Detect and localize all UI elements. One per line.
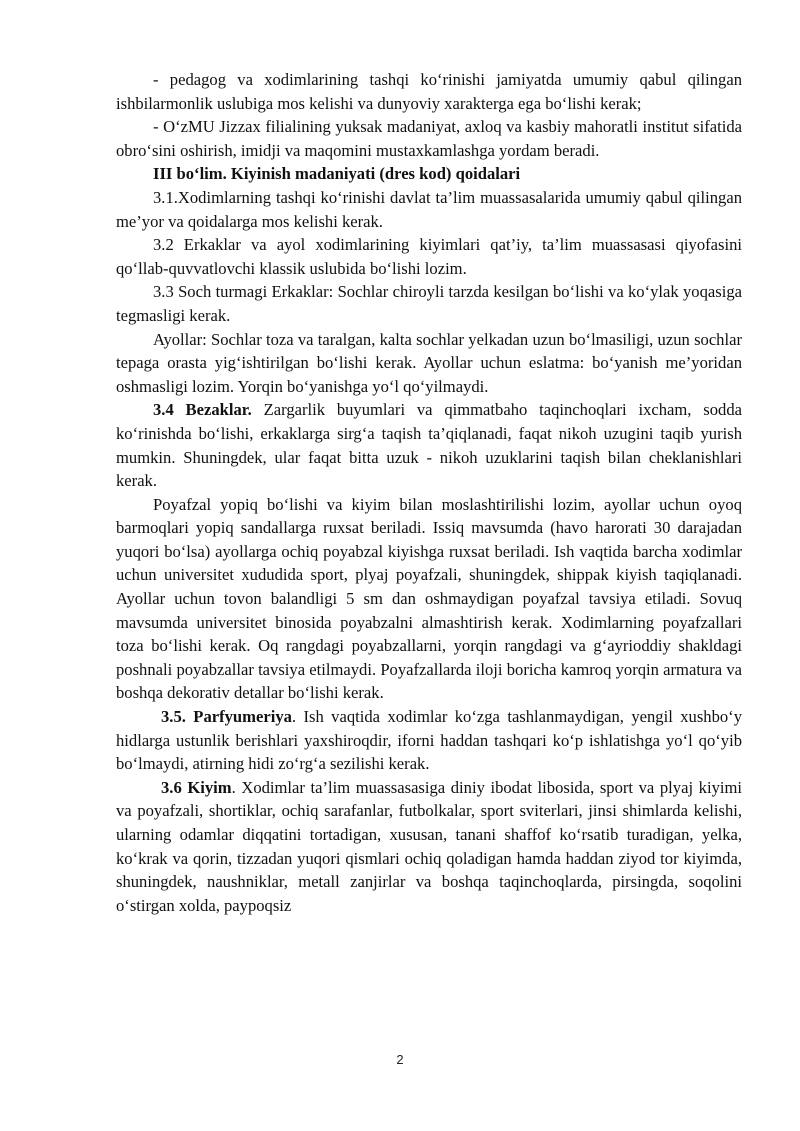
paragraph-3-3: 3.3 Soch turmagi Erkaklar: Sochlar chiroyli tarzda kesilgan bo‘lishi va ko‘ylak yoqasiga tegmasligi kerak. bbox=[116, 282, 742, 325]
section-heading: III bo‘lim. Kiyinish madaniyati (dres kod) qoidalari bbox=[153, 164, 521, 184]
paragraph-appearance: - pedagog va xodimlarining tashqi ko‘rinishi jamiyatda umumiy qabul qilingan ishbilarmonlik uslubiga mos kelishi va dunyoviy xarakterga ega bo‘lishi kerak; bbox=[116, 70, 742, 113]
paragraph-3-5 bbox=[116, 705, 742, 776]
paragraph-3-5-text: . Ish vaqtida xodimlar ko‘zga tashlanmaydigan, yengil xushbo‘y hidlarga ustunlik berishlari yaxshiroqdir, iforni haddan tashqari ko‘p ishlatishga yo‘l qo‘yib bo‘lmaydi, atirning hidi zo‘rg‘a sezilishi kerak. bbox=[116, 707, 742, 774]
paragraph-3-2: 3.2 Erkaklar va ayol xodimlarining kiyimlari qat’iy, ta’lim muassasasi qiyofasini qo‘llab-quvvatlovchi klassik uslubida bo‘lishi lozim. bbox=[116, 235, 742, 278]
paragraph-reputation: - O‘zMU Jizzax filialining yuksak madaniyat, axloq va kasbiy mahoratli institut sifatida obro‘sini oshirish, imidji va maqomini mustaxkamlashga yordam beradi. bbox=[116, 117, 742, 160]
paragraph-3-4-label: 3.4 Bezaklar. bbox=[153, 400, 252, 420]
paragraph-3-6 bbox=[116, 776, 742, 918]
paragraph-3-4 bbox=[116, 398, 742, 492]
paragraph-3-6-text: . Xodimlar ta’lim muassasasiga diniy ibodat libosida, sport va plyaj kiyimi va poyafzali, shortiklar, ochiq sarafanlar, futbolkalar, sport sviterlari, jinsi shimlarda kelishi, ularning odamlar diqqatini tortadigan, xususan, tanani shaffof ko‘rsatib turadigan, yelka, ko‘krak va qorin, tizzadan yuqori qismlari ochiq qoladigan hamda haddan ziyod tor kiyimda, shuningdek, naushniklar, metall zanjirlar va boshqa taqinchoqlarda, pirsingda, soqolini o‘stirgan xolda, paypoqsiz bbox=[116, 777, 742, 915]
page-number: 2 bbox=[396, 1052, 404, 1067]
paragraph-3-3-women: Ayollar: Sochlar toza va taralgan, kalta sochlar yelkadan uzun bo‘lmasiligi, uzun sochlar tepaga orasta yig‘ishtirilgan bo‘lishi kerak. Ayollar uchun eslatma: bo‘yanish me’yoridan oshmasligi lozim. Yorqin bo‘yanishga yo‘l qo‘yilmaydi. bbox=[116, 329, 742, 396]
paragraph-3-5-label: 3.5. Parfyumeriya bbox=[161, 707, 292, 727]
paragraph-3-6-label: 3.6 Kiyim bbox=[161, 777, 232, 797]
paragraph-3-1: 3.1.Xodimlarning tashqi ko‘rinishi davlat ta’lim muassasalarida umumiy qabul qilingan me’yor va qoidalarga mos kelishi kerak. bbox=[116, 187, 742, 231]
document-page bbox=[116, 68, 742, 917]
paragraph-3-4-text: Zargarlik buyumlari va qimmatbaho taqinchoqlari ixcham, sodda ko‘rinishda bo‘lishi, erkaklarga sirg‘a taqish ta’qiqlanadi, faqat nikoh uzugini taqib yurish mumkin. Shuningdek, ular faqat bitta uzuk - nikoh uzuklarini taqish bilan cheklanishlari kerak. bbox=[116, 400, 742, 491]
paragraph-shoes: Poyafzal yopiq bo‘lishi va kiyim bilan moslashtirilishi lozim, ayollar uchun oyoq barmoqlari yopiq sandallarga ruxsat beriladi. Issiq mavsumda (havo harorati 30 darajadan yuqori bo‘lsa) ayollarga ochiq poyabzal kiyishga ruxsat beriladi. Ish vaqtida barcha xodimlar uchun universitet xududida sport, plyaj poyafzali, shuningdek, shippak kiyish taqiqlanadi. Ayollar uchun tovon balandligi 5 sm dan oshmaydigan poyafzal tavsiya etiladi. Sovuq mavsumda universitet binosida poyabzalni almashtirish kerak. Xodimlarning poyafzallari toza bo‘lishi kerak. Oq rangdagi poyabzallarni, yorqin rangdagi va g‘ayrioddiy shakldagi poshnali poyabzallar tavsiya etilmaydi. Poyafzallarda iloji boricha kamroq yorqin armatura va boshqa dekorativ detallar bo‘lishi kerak. bbox=[116, 494, 742, 703]
